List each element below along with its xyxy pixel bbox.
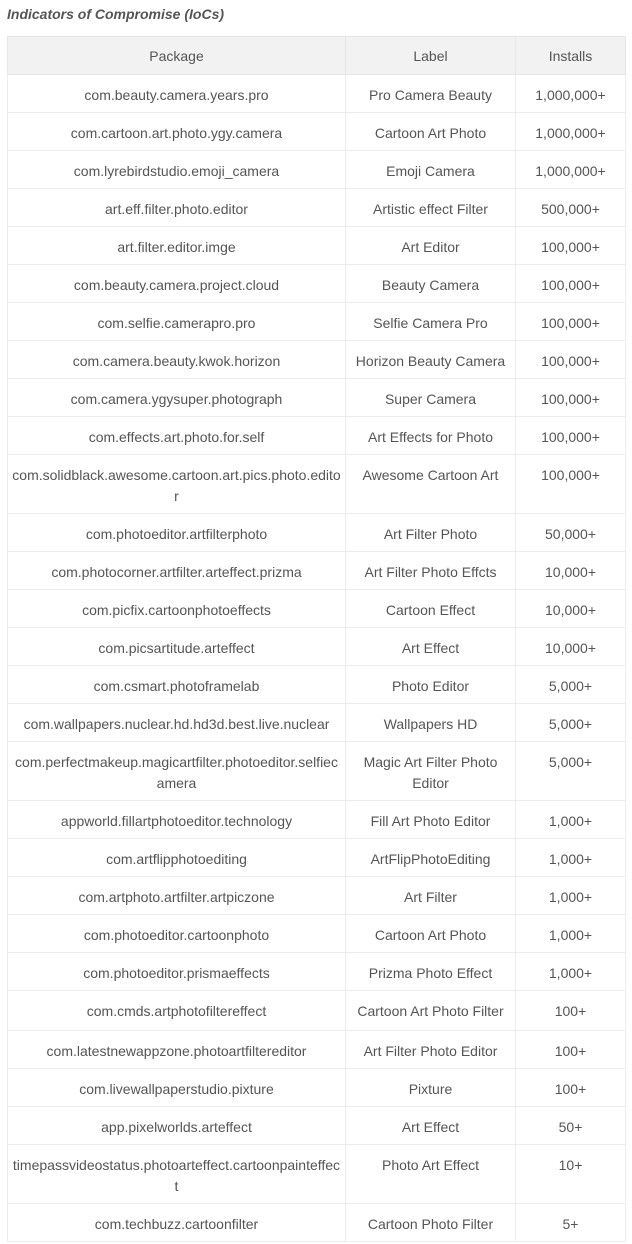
installs-cell: 10,000+	[516, 628, 626, 666]
label-cell: Art Filter Photo	[346, 514, 516, 552]
label-cell: Artistic effect Filter	[346, 189, 516, 227]
label-cell: Wallpapers HD	[346, 704, 516, 742]
label-cell: Prizma Photo Effect	[346, 953, 516, 991]
label-cell: Photo Art Effect	[346, 1145, 516, 1204]
installs-cell: 10,000+	[516, 552, 626, 590]
label-cell: Pixture	[346, 1069, 516, 1107]
installs-cell: 5+	[516, 1204, 626, 1242]
table-header-row	[8, 37, 626, 75]
label-cell: Cartoon Art Photo	[346, 915, 516, 953]
installs-cell: 1,000,000+	[516, 75, 626, 113]
installs-cell: 100+	[516, 991, 626, 1031]
package-cell: com.camera.ygysuper.photograph	[8, 379, 346, 417]
installs-cell: 1,000+	[516, 953, 626, 991]
package-cell: com.wallpapers.nuclear.hd.hd3d.best.live.nuclear	[8, 704, 346, 742]
table-row	[8, 877, 626, 915]
table-row	[8, 1031, 626, 1069]
package-cell: com.beauty.camera.years.pro	[8, 75, 346, 113]
column-header-label: Label	[346, 37, 516, 75]
table-row	[8, 1107, 626, 1145]
table-row	[8, 839, 626, 877]
page-title: Indicators of Compromise (IoCs)	[7, 6, 225, 22]
package-cell: com.photoeditor.prismaeffects	[8, 953, 346, 991]
package-cell: timepassvideostatus.photoarteffect.cartoonpainteffect	[8, 1145, 346, 1204]
table-row	[8, 455, 626, 514]
installs-cell: 10,000+	[516, 590, 626, 628]
installs-cell: 5,000+	[516, 742, 626, 801]
installs-cell: 1,000,000+	[516, 151, 626, 189]
package-cell: com.livewallpaperstudio.pixture	[8, 1069, 346, 1107]
table-row	[8, 514, 626, 552]
package-cell: com.picfix.cartoonphotoeffects	[8, 590, 346, 628]
installs-cell: 100,000+	[516, 455, 626, 514]
package-cell: com.cmds.artphotofiltereffect	[8, 991, 346, 1031]
installs-cell: 100+	[516, 1031, 626, 1069]
installs-cell: 50,000+	[516, 514, 626, 552]
label-cell: Art Filter	[346, 877, 516, 915]
installs-cell: 100,000+	[516, 265, 626, 303]
label-cell: Art Filter Photo Effcts	[346, 552, 516, 590]
table-row	[8, 742, 626, 801]
installs-cell: 1,000+	[516, 877, 626, 915]
table-row	[8, 265, 626, 303]
table-row	[8, 991, 626, 1031]
package-cell: com.selfie.camerapro.pro	[8, 303, 346, 341]
label-cell: Cartoon Photo Filter	[346, 1204, 516, 1242]
package-cell: com.perfectmakeup.magicartfilter.photoeditor.selfiecamera	[8, 742, 346, 801]
installs-cell: 100,000+	[516, 227, 626, 265]
table-row	[8, 1145, 626, 1204]
installs-cell: 5,000+	[516, 704, 626, 742]
package-cell: appworld.fillartphotoeditor.technology	[8, 801, 346, 839]
label-cell: Fill Art Photo Editor	[346, 801, 516, 839]
installs-cell: 1,000,000+	[516, 113, 626, 151]
label-cell: Art Effect	[346, 628, 516, 666]
table-row	[8, 151, 626, 189]
label-cell: Selfie Camera Pro	[346, 303, 516, 341]
label-cell: Awesome Cartoon Art	[346, 455, 516, 514]
label-cell: Cartoon Effect	[346, 590, 516, 628]
label-cell: Cartoon Art Photo	[346, 113, 516, 151]
table-row	[8, 1069, 626, 1107]
label-cell: Magic Art Filter Photo Editor	[346, 742, 516, 801]
package-cell: com.picsartitude.arteffect	[8, 628, 346, 666]
installs-cell: 50+	[516, 1107, 626, 1145]
package-cell: app.pixelworlds.arteffect	[8, 1107, 346, 1145]
package-cell: com.lyrebirdstudio.emoji_camera	[8, 151, 346, 189]
package-cell: com.photoeditor.cartoonphoto	[8, 915, 346, 953]
table-row	[8, 341, 626, 379]
package-cell: com.solidblack.awesome.cartoon.art.pics.photo.editor	[8, 455, 346, 514]
installs-cell: 100,000+	[516, 341, 626, 379]
table-row	[8, 628, 626, 666]
installs-cell: 500,000+	[516, 189, 626, 227]
package-cell: com.artflipphotoediting	[8, 839, 346, 877]
label-cell: Art Filter Photo Editor	[346, 1031, 516, 1069]
label-cell: Emoji Camera	[346, 151, 516, 189]
package-cell: com.cartoon.art.photo.ygy.camera	[8, 113, 346, 151]
table-row	[8, 113, 626, 151]
column-header-package: Package	[8, 37, 346, 75]
package-cell: com.latestnewappzone.photoartfiltereditor	[8, 1031, 346, 1069]
package-cell: com.beauty.camera.project.cloud	[8, 265, 346, 303]
package-cell: com.photoeditor.artfilterphoto	[8, 514, 346, 552]
installs-cell: 1,000+	[516, 839, 626, 877]
label-cell: Pro Camera Beauty	[346, 75, 516, 113]
label-cell: Art Editor	[346, 227, 516, 265]
table-row	[8, 227, 626, 265]
table-row	[8, 915, 626, 953]
package-cell: art.eff.filter.photo.editor	[8, 189, 346, 227]
table-row	[8, 379, 626, 417]
table-row	[8, 303, 626, 341]
label-cell: Art Effects for Photo	[346, 417, 516, 455]
package-cell: com.techbuzz.cartoonfilter	[8, 1204, 346, 1242]
installs-cell: 100,000+	[516, 303, 626, 341]
installs-cell: 100,000+	[516, 417, 626, 455]
table-row	[8, 1204, 626, 1242]
installs-cell: 10+	[516, 1145, 626, 1204]
label-cell: Beauty Camera	[346, 265, 516, 303]
installs-cell: 1,000+	[516, 801, 626, 839]
package-cell: com.artphoto.artfilter.artpiczone	[8, 877, 346, 915]
table-row	[8, 666, 626, 704]
label-cell: Cartoon Art Photo Filter	[346, 991, 516, 1031]
package-cell: com.csmart.photoframelab	[8, 666, 346, 704]
table-row	[8, 801, 626, 839]
table-row	[8, 704, 626, 742]
package-cell: com.camera.beauty.kwok.horizon	[8, 341, 346, 379]
label-cell: Horizon Beauty Camera	[346, 341, 516, 379]
package-cell: art.filter.editor.imge	[8, 227, 346, 265]
installs-cell: 5,000+	[516, 666, 626, 704]
table-row	[8, 953, 626, 991]
column-header-installs: Installs	[516, 37, 626, 75]
table-row	[8, 75, 626, 113]
package-cell: com.photocorner.artfilter.arteffect.prizma	[8, 552, 346, 590]
ioc-table	[7, 36, 626, 1242]
label-cell: ArtFlipPhotoEditing	[346, 839, 516, 877]
table-row	[8, 189, 626, 227]
label-cell: Photo Editor	[346, 666, 516, 704]
installs-cell: 1,000+	[516, 915, 626, 953]
table-row	[8, 552, 626, 590]
installs-cell: 100,000+	[516, 379, 626, 417]
table-row	[8, 590, 626, 628]
label-cell: Super Camera	[346, 379, 516, 417]
table-row	[8, 417, 626, 455]
package-cell: com.effects.art.photo.for.self	[8, 417, 346, 455]
label-cell: Art Effect	[346, 1107, 516, 1145]
installs-cell: 100+	[516, 1069, 626, 1107]
